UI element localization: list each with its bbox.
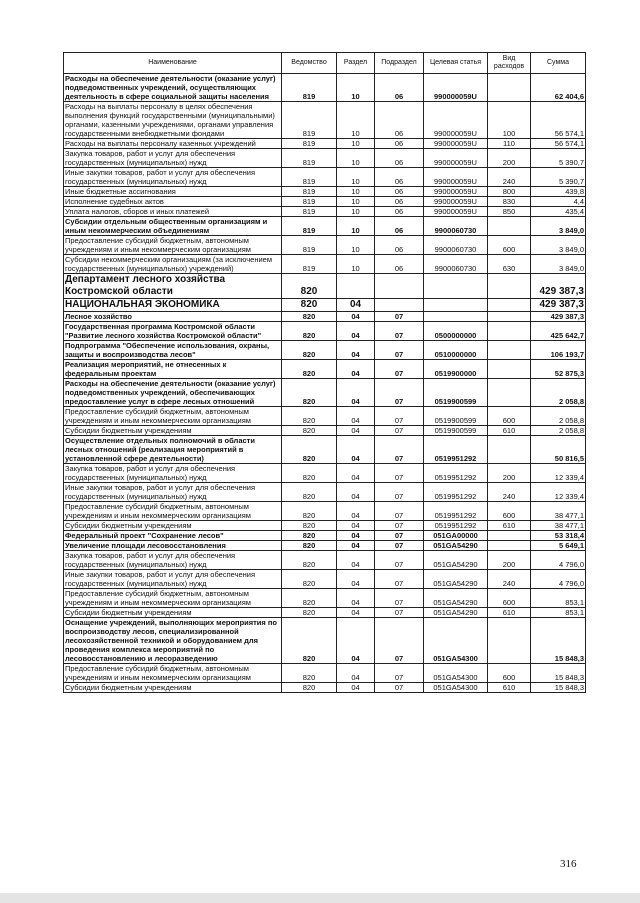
cell-name: Иные закупки товаров, работ и услуг для обеспечения государственных (муниципальных) нужд bbox=[64, 570, 282, 589]
cell-dept: 819 bbox=[282, 197, 337, 207]
cell-amount: 2 058,8 bbox=[531, 379, 586, 407]
cell-amount: 15 848,3 bbox=[531, 683, 586, 693]
cell-exp-type: 200 bbox=[488, 464, 531, 483]
cell-exp-type: 600 bbox=[488, 589, 531, 608]
cell-section: 04 bbox=[337, 341, 375, 360]
cell-target: 0519900000 bbox=[424, 360, 488, 379]
cell-section: 10 bbox=[337, 102, 375, 139]
table-row bbox=[64, 207, 586, 217]
cell-target: 9900060730 bbox=[424, 217, 488, 236]
cell-subsection: 07 bbox=[375, 608, 424, 618]
cell-name: Субсидии некоммерческим организациям (за исключением государственных (муниципальных) учреждений) bbox=[64, 255, 282, 274]
cell-dept: 820 bbox=[282, 407, 337, 426]
table-row bbox=[64, 541, 586, 551]
table-row bbox=[64, 236, 586, 255]
cell-subsection: 06 bbox=[375, 187, 424, 197]
table-row bbox=[64, 149, 586, 168]
cell-section: 04 bbox=[337, 360, 375, 379]
cell-amount: 12 339,4 bbox=[531, 483, 586, 502]
table-row bbox=[64, 341, 586, 360]
cell-subsection bbox=[375, 274, 424, 299]
cell-amount: 3 849,0 bbox=[531, 217, 586, 236]
cell-name: Расходы на обеспечение деятельности (оказание услуг) подведомственных учреждений, осуществляющих деятельность в сфере социальной защиты населения bbox=[64, 74, 282, 102]
table-row bbox=[64, 197, 586, 207]
cell-dept: 820 bbox=[282, 608, 337, 618]
cell-exp-type: 610 bbox=[488, 426, 531, 436]
cell-subsection: 07 bbox=[375, 341, 424, 360]
cell-name: Иные закупки товаров, работ и услуг для обеспечения государственных (муниципальных) нужд bbox=[64, 483, 282, 502]
cell-amount: 5 649,1 bbox=[531, 541, 586, 551]
cell-target: 051GA54290 bbox=[424, 570, 488, 589]
cell-section: 04 bbox=[337, 608, 375, 618]
table-row bbox=[64, 74, 586, 102]
cell-amount: 5 390,7 bbox=[531, 149, 586, 168]
cell-dept: 819 bbox=[282, 217, 337, 236]
cell-dept: 820 bbox=[282, 589, 337, 608]
cell-target bbox=[424, 299, 488, 312]
cell-exp-type: 610 bbox=[488, 521, 531, 531]
cell-subsection: 06 bbox=[375, 255, 424, 274]
cell-subsection: 06 bbox=[375, 236, 424, 255]
cell-dept: 819 bbox=[282, 236, 337, 255]
table-row bbox=[64, 464, 586, 483]
table-row bbox=[64, 502, 586, 521]
cell-subsection: 07 bbox=[375, 551, 424, 570]
cell-dept: 820 bbox=[282, 426, 337, 436]
cell-section: 10 bbox=[337, 149, 375, 168]
cell-name: Расходы на выплаты персоналу казенных учреждений bbox=[64, 139, 282, 149]
table-row bbox=[64, 483, 586, 502]
cell-target: 0519951292 bbox=[424, 521, 488, 531]
cell-dept: 820 bbox=[282, 618, 337, 664]
cell-target: 051GA00000 bbox=[424, 531, 488, 541]
cell-amount: 38 477,1 bbox=[531, 502, 586, 521]
cell-section: 04 bbox=[337, 589, 375, 608]
cell-name: Предоставление субсидий бюджетным, автономным учреждениям и иным некоммерческим организациям bbox=[64, 407, 282, 426]
cell-target: 990000059U bbox=[424, 207, 488, 217]
table-row bbox=[64, 589, 586, 608]
table-header-row bbox=[64, 53, 586, 74]
cell-section: 04 bbox=[337, 502, 375, 521]
cell-exp-type: 600 bbox=[488, 236, 531, 255]
cell-name: Закупка товаров, работ и услуг для обеспечения государственных (муниципальных) нужд bbox=[64, 551, 282, 570]
cell-amount: 853,1 bbox=[531, 608, 586, 618]
cell-amount: 429 387,3 bbox=[531, 299, 586, 312]
cell-target: 0500000000 bbox=[424, 322, 488, 341]
cell-section: 04 bbox=[337, 483, 375, 502]
cell-name: Иные бюджетные ассигнования bbox=[64, 187, 282, 197]
table-row bbox=[64, 217, 586, 236]
table-row bbox=[64, 102, 586, 139]
cell-target: 990000059U bbox=[424, 139, 488, 149]
cell-target bbox=[424, 274, 488, 299]
cell-dept: 820 bbox=[282, 531, 337, 541]
cell-name: Предоставление субсидий бюджетным, автономным учреждениям и иным некоммерческим организациям bbox=[64, 236, 282, 255]
cell-subsection: 07 bbox=[375, 426, 424, 436]
cell-dept: 820 bbox=[282, 322, 337, 341]
cell-amount: 56 574,1 bbox=[531, 102, 586, 139]
cell-name: Предоставление субсидий бюджетным, автономным учреждениям и иным некоммерческим организациям bbox=[64, 589, 282, 608]
cell-section: 04 bbox=[337, 683, 375, 693]
cell-name: Департамент лесного хозяйства Костромской области bbox=[64, 274, 282, 299]
cell-name: Уплата налогов, сборов и иных платежей bbox=[64, 207, 282, 217]
cell-dept: 819 bbox=[282, 139, 337, 149]
table-row bbox=[64, 168, 586, 187]
cell-target: 051GA54300 bbox=[424, 618, 488, 664]
table-row bbox=[64, 531, 586, 541]
cell-exp-type bbox=[488, 379, 531, 407]
cell-name: Субсидии отдельным общественным организациям и иным некоммерческим объединениям bbox=[64, 217, 282, 236]
cell-name: Подпрограмма "Обеспечение использования, охраны, защиты и воспроизводства лесов" bbox=[64, 341, 282, 360]
cell-exp-type: 600 bbox=[488, 502, 531, 521]
cell-name: Субсидии бюджетным учреждениям bbox=[64, 683, 282, 693]
cell-amount: 2 058,8 bbox=[531, 426, 586, 436]
cell-subsection: 07 bbox=[375, 483, 424, 502]
cell-subsection: 06 bbox=[375, 102, 424, 139]
budget-table bbox=[63, 52, 586, 693]
cell-section: 04 bbox=[337, 379, 375, 407]
cell-subsection: 06 bbox=[375, 139, 424, 149]
table-row bbox=[64, 312, 586, 322]
cell-subsection: 06 bbox=[375, 197, 424, 207]
cell-exp-type: 850 bbox=[488, 207, 531, 217]
cell-dept: 820 bbox=[282, 379, 337, 407]
cell-exp-type: 830 bbox=[488, 197, 531, 207]
cell-dept: 819 bbox=[282, 149, 337, 168]
cell-amount: 439,8 bbox=[531, 187, 586, 197]
cell-name: Федеральный проект "Сохранение лесов" bbox=[64, 531, 282, 541]
cell-section: 10 bbox=[337, 207, 375, 217]
header-section: Раздел bbox=[337, 53, 375, 74]
cell-target: 0519900599 bbox=[424, 407, 488, 426]
cell-name: Оснащение учреждений, выполняющих мероприятия по воспроизводству лесов, специализированной лесохозяйственной техникой и оборудованием для проведения комплекса мероприятий по лесовосстановлению и лесоразведению bbox=[64, 618, 282, 664]
page-number: 316 bbox=[560, 858, 577, 870]
cell-subsection: 07 bbox=[375, 521, 424, 531]
cell-target: 0519900599 bbox=[424, 426, 488, 436]
cell-name: Предоставление субсидий бюджетным, автономным учреждениям и иным некоммерческим организациям bbox=[64, 664, 282, 683]
cell-section: 10 bbox=[337, 139, 375, 149]
cell-amount: 52 875,3 bbox=[531, 360, 586, 379]
cell-target: 990000059U bbox=[424, 102, 488, 139]
cell-subsection: 07 bbox=[375, 379, 424, 407]
cell-target: 9900060730 bbox=[424, 236, 488, 255]
cell-exp-type bbox=[488, 341, 531, 360]
cell-amount: 425 642,7 bbox=[531, 322, 586, 341]
header-target: Целевая статья bbox=[424, 53, 488, 74]
cell-dept: 820 bbox=[282, 436, 337, 464]
cell-exp-type bbox=[488, 312, 531, 322]
cell-target: 051GA54290 bbox=[424, 608, 488, 618]
cell-amount: 429 387,3 bbox=[531, 312, 586, 322]
table-row bbox=[64, 551, 586, 570]
cell-subsection: 06 bbox=[375, 207, 424, 217]
cell-dept: 820 bbox=[282, 551, 337, 570]
cell-subsection: 06 bbox=[375, 149, 424, 168]
cell-target: 0519900599 bbox=[424, 379, 488, 407]
cell-dept: 819 bbox=[282, 168, 337, 187]
table-row bbox=[64, 255, 586, 274]
table-row bbox=[64, 426, 586, 436]
cell-dept: 820 bbox=[282, 521, 337, 531]
cell-name: Субсидии бюджетным учреждениям bbox=[64, 608, 282, 618]
cell-target bbox=[424, 312, 488, 322]
cell-name: Субсидии бюджетным учреждениям bbox=[64, 521, 282, 531]
cell-exp-type: 240 bbox=[488, 483, 531, 502]
cell-amount: 38 477,1 bbox=[531, 521, 586, 531]
cell-exp-type: 610 bbox=[488, 683, 531, 693]
cell-amount: 15 848,3 bbox=[531, 664, 586, 683]
cell-amount: 53 318,4 bbox=[531, 531, 586, 541]
cell-target: 990000059U bbox=[424, 74, 488, 102]
cell-amount: 50 816,5 bbox=[531, 436, 586, 464]
table-row bbox=[64, 618, 586, 664]
cell-target: 0519951292 bbox=[424, 464, 488, 483]
cell-exp-type bbox=[488, 618, 531, 664]
cell-target: 990000059U bbox=[424, 149, 488, 168]
cell-subsection: 06 bbox=[375, 74, 424, 102]
cell-section: 04 bbox=[337, 426, 375, 436]
header-exp-type: Вид расходов bbox=[488, 53, 531, 74]
cell-exp-type bbox=[488, 322, 531, 341]
cell-dept: 820 bbox=[282, 664, 337, 683]
cell-amount: 4,4 bbox=[531, 197, 586, 207]
cell-name: Закупка товаров, работ и услуг для обеспечения государственных (муниципальных) нужд bbox=[64, 464, 282, 483]
cell-exp-type: 600 bbox=[488, 664, 531, 683]
cell-target: 0519951292 bbox=[424, 502, 488, 521]
cell-dept: 820 bbox=[282, 541, 337, 551]
header-dept: Ведомство bbox=[282, 53, 337, 74]
cell-dept: 820 bbox=[282, 683, 337, 693]
cell-name: Иные закупки товаров, работ и услуг для обеспечения государственных (муниципальных) нужд bbox=[64, 168, 282, 187]
cell-amount: 56 574,1 bbox=[531, 139, 586, 149]
cell-name: Государственная программа Костромской области "Развитие лесного хозяйства Костромской области" bbox=[64, 322, 282, 341]
cell-subsection bbox=[375, 299, 424, 312]
cell-amount: 106 193,7 bbox=[531, 341, 586, 360]
cell-exp-type: 110 bbox=[488, 139, 531, 149]
cell-section: 04 bbox=[337, 464, 375, 483]
cell-exp-type bbox=[488, 299, 531, 312]
table-row bbox=[64, 360, 586, 379]
table-row bbox=[64, 664, 586, 683]
cell-section: 10 bbox=[337, 255, 375, 274]
cell-dept: 820 bbox=[282, 341, 337, 360]
cell-name: НАЦИОНАЛЬНАЯ ЭКОНОМИКА bbox=[64, 299, 282, 312]
table-row bbox=[64, 407, 586, 426]
cell-name: Реализация мероприятий, не отнесенных к федеральным проектам bbox=[64, 360, 282, 379]
cell-section bbox=[337, 274, 375, 299]
cell-exp-type: 240 bbox=[488, 168, 531, 187]
cell-target: 990000059U bbox=[424, 168, 488, 187]
cell-name: Субсидии бюджетным учреждениям bbox=[64, 426, 282, 436]
cell-subsection: 07 bbox=[375, 312, 424, 322]
cell-section: 04 bbox=[337, 312, 375, 322]
cell-name: Расходы на обеспечение деятельности (оказание услуг) подведомственных учреждений, обеспечивающих предоставление услуг в сфере лесных отношений bbox=[64, 379, 282, 407]
cell-amount: 4 796,0 bbox=[531, 570, 586, 589]
cell-dept: 820 bbox=[282, 360, 337, 379]
table-row bbox=[64, 570, 586, 589]
header-subsection: Подраздел bbox=[375, 53, 424, 74]
table-row bbox=[64, 299, 586, 312]
cell-section: 04 bbox=[337, 570, 375, 589]
cell-section: 10 bbox=[337, 187, 375, 197]
cell-target: 051GA54300 bbox=[424, 664, 488, 683]
cell-exp-type: 610 bbox=[488, 608, 531, 618]
cell-target: 0519951292 bbox=[424, 483, 488, 502]
cell-exp-type: 800 bbox=[488, 187, 531, 197]
cell-dept: 820 bbox=[282, 483, 337, 502]
table-row bbox=[64, 187, 586, 197]
cell-subsection: 07 bbox=[375, 541, 424, 551]
cell-section: 04 bbox=[337, 407, 375, 426]
cell-exp-type: 200 bbox=[488, 149, 531, 168]
cell-amount: 853,1 bbox=[531, 589, 586, 608]
cell-exp-type: 200 bbox=[488, 551, 531, 570]
cell-section: 04 bbox=[337, 521, 375, 531]
cell-target: 051GA54300 bbox=[424, 683, 488, 693]
cell-dept: 820 bbox=[282, 274, 337, 299]
cell-name: Лесное хозяйство bbox=[64, 312, 282, 322]
cell-section: 10 bbox=[337, 168, 375, 187]
cell-target: 051GA54290 bbox=[424, 541, 488, 551]
cell-target: 9900060730 bbox=[424, 255, 488, 274]
table-row bbox=[64, 608, 586, 618]
cell-exp-type bbox=[488, 541, 531, 551]
cell-subsection: 07 bbox=[375, 531, 424, 541]
cell-exp-type bbox=[488, 436, 531, 464]
cell-name: Увеличение площади лесовосстановления bbox=[64, 541, 282, 551]
cell-subsection: 06 bbox=[375, 168, 424, 187]
cell-dept: 819 bbox=[282, 255, 337, 274]
cell-subsection: 07 bbox=[375, 464, 424, 483]
cell-subsection: 06 bbox=[375, 217, 424, 236]
cell-subsection: 07 bbox=[375, 407, 424, 426]
budget-sheet bbox=[63, 52, 585, 693]
cell-section: 10 bbox=[337, 236, 375, 255]
cell-dept: 820 bbox=[282, 570, 337, 589]
cell-subsection: 07 bbox=[375, 360, 424, 379]
cell-subsection: 07 bbox=[375, 618, 424, 664]
cell-subsection: 07 bbox=[375, 322, 424, 341]
cell-subsection: 07 bbox=[375, 570, 424, 589]
table-row bbox=[64, 379, 586, 407]
table-row bbox=[64, 139, 586, 149]
cell-dept: 820 bbox=[282, 464, 337, 483]
cell-amount: 435,4 bbox=[531, 207, 586, 217]
cell-target: 990000059U bbox=[424, 187, 488, 197]
cell-section: 04 bbox=[337, 541, 375, 551]
table-row bbox=[64, 274, 586, 299]
table-row bbox=[64, 322, 586, 341]
cell-section: 04 bbox=[337, 436, 375, 464]
cell-name: Исполнение судебных актов bbox=[64, 197, 282, 207]
cell-section: 04 bbox=[337, 322, 375, 341]
cell-section: 04 bbox=[337, 664, 375, 683]
table-row bbox=[64, 436, 586, 464]
cell-target: 990000059U bbox=[424, 197, 488, 207]
cell-exp-type: 100 bbox=[488, 102, 531, 139]
cell-target: 0510000000 bbox=[424, 341, 488, 360]
table-row bbox=[64, 521, 586, 531]
cell-exp-type bbox=[488, 217, 531, 236]
cell-exp-type bbox=[488, 531, 531, 541]
cell-name: Предоставление субсидий бюджетным, автономным учреждениям и иным некоммерческим организациям bbox=[64, 502, 282, 521]
cell-section: 04 bbox=[337, 299, 375, 312]
cell-name: Осуществление отдельных полномочий в области лесных отношений (реализация мероприятий в установленной сфере деятельности) bbox=[64, 436, 282, 464]
cell-dept: 819 bbox=[282, 74, 337, 102]
cell-section: 10 bbox=[337, 74, 375, 102]
cell-exp-type: 630 bbox=[488, 255, 531, 274]
cell-amount: 12 339,4 bbox=[531, 464, 586, 483]
cell-target: 0519951292 bbox=[424, 436, 488, 464]
cell-exp-type: 240 bbox=[488, 570, 531, 589]
cell-subsection: 07 bbox=[375, 436, 424, 464]
cell-amount: 3 849,0 bbox=[531, 236, 586, 255]
cell-amount: 5 390,7 bbox=[531, 168, 586, 187]
cell-exp-type bbox=[488, 74, 531, 102]
cell-exp-type bbox=[488, 360, 531, 379]
cell-amount: 4 796,0 bbox=[531, 551, 586, 570]
cell-amount: 3 849,0 bbox=[531, 255, 586, 274]
cell-name: Расходы на выплаты персоналу в целях обеспечения выполнения функций государственными (муниципальными) органами, казенными учреждениями, органами управления государственными внебюджетными фондами bbox=[64, 102, 282, 139]
cell-name: Закупка товаров, работ и услуг для обеспечения государственных (муниципальных) нужд bbox=[64, 149, 282, 168]
scan-edge bbox=[0, 893, 640, 903]
header-amount: Сумма bbox=[531, 53, 586, 74]
cell-dept: 820 bbox=[282, 312, 337, 322]
cell-section: 10 bbox=[337, 217, 375, 236]
cell-dept: 819 bbox=[282, 102, 337, 139]
cell-subsection: 07 bbox=[375, 502, 424, 521]
cell-dept: 819 bbox=[282, 207, 337, 217]
table-row bbox=[64, 683, 586, 693]
cell-amount: 62 404,6 bbox=[531, 74, 586, 102]
cell-section: 10 bbox=[337, 197, 375, 207]
cell-amount: 429 387,3 bbox=[531, 274, 586, 299]
cell-section: 04 bbox=[337, 531, 375, 541]
cell-dept: 819 bbox=[282, 187, 337, 197]
cell-subsection: 07 bbox=[375, 664, 424, 683]
cell-target: 051GA54290 bbox=[424, 551, 488, 570]
cell-amount: 2 058,8 bbox=[531, 407, 586, 426]
cell-dept: 820 bbox=[282, 299, 337, 312]
header-name: Наименование bbox=[64, 53, 282, 74]
cell-subsection: 07 bbox=[375, 683, 424, 693]
cell-exp-type: 600 bbox=[488, 407, 531, 426]
cell-amount: 15 848,3 bbox=[531, 618, 586, 664]
cell-dept: 820 bbox=[282, 502, 337, 521]
cell-section: 04 bbox=[337, 618, 375, 664]
cell-target: 051GA54290 bbox=[424, 589, 488, 608]
cell-section: 04 bbox=[337, 551, 375, 570]
cell-subsection: 07 bbox=[375, 589, 424, 608]
cell-exp-type bbox=[488, 274, 531, 299]
